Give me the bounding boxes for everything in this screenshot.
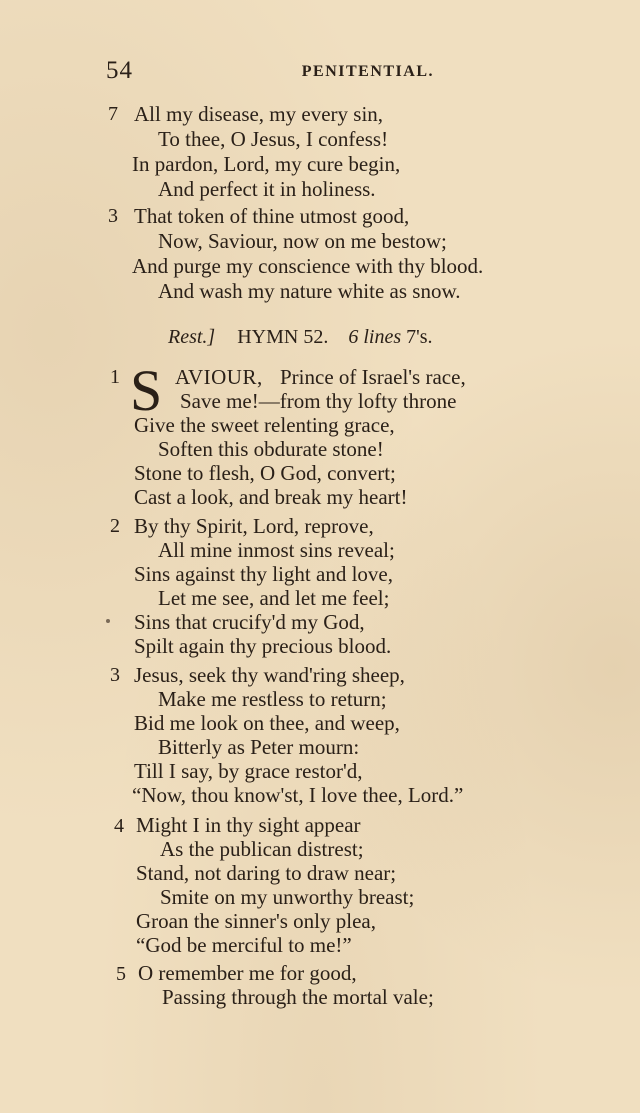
verse-line: All my disease, my every sin,: [134, 102, 384, 126]
verse-line: Give the sweet relenting grace,: [134, 413, 395, 437]
verse-line: Spilt again thy precious blood.: [134, 634, 392, 658]
verse-line: Might I in thy sight appear: [136, 813, 361, 837]
verse-line: Save me!—from thy lofty throne: [180, 389, 457, 413]
verse-line: Stand, not daring to draw near;: [136, 861, 397, 885]
verse-line: Passing through the mortal vale;: [162, 985, 434, 1009]
tune-name: Rest.]: [168, 326, 216, 348]
verse-line: Sins that crucify'd my God,: [134, 610, 365, 634]
verse-line: Cast a look, and break my heart!: [134, 485, 408, 509]
drop-cap: S: [130, 358, 163, 423]
verse-line: Let me see, and let me feel;: [158, 586, 390, 610]
verse-line: O remember me for good,: [138, 961, 357, 985]
verse-line: And wash my nature white as snow.: [158, 279, 461, 303]
verse-line: Jesus, seek thy wand'ring sheep,: [134, 663, 405, 687]
hymn-title: [168, 326, 433, 349]
verse-line: Stone to flesh, O God, convert;: [134, 461, 396, 485]
verse-number: 4: [114, 815, 124, 837]
page-header: [106, 57, 434, 89]
verse-line: To thee, O Jesus, I confess!: [158, 127, 389, 151]
verse-line: As the publican distrest;: [160, 837, 364, 861]
verse-line: All mine inmost sins reveal;: [158, 538, 395, 562]
verse-line: Soften this obdurate stone!: [158, 437, 384, 461]
meter-lines: 6 lines: [348, 326, 402, 348]
verse-line: Now, Saviour, now on me bestow;: [158, 229, 447, 253]
verse-line: By thy Spirit, Lord, reprove,: [134, 514, 374, 538]
verse-line: Bid me look on thee, and weep,: [134, 711, 400, 735]
hymn-number: HYMN 52.: [237, 326, 329, 348]
verse-line: In pardon, Lord, my cure begin,: [132, 152, 401, 176]
verse-number: 2: [110, 515, 120, 537]
verse-line: Sins against thy light and love,: [134, 562, 393, 586]
verse-line: And purge my conscience with thy blood.: [132, 254, 484, 278]
verse-line: And perfect it in holiness.: [158, 177, 376, 201]
verse-line: “Now, thou know'st, I love thee, Lord.”: [132, 783, 464, 807]
verse-line: Make me restless to return;: [158, 687, 387, 711]
verse-line: Till I say, by grace restor'd,: [134, 759, 363, 783]
verse-line: Groan the sinner's only plea,: [136, 909, 376, 933]
ink-speck: [106, 619, 110, 623]
verse-line: That token of thine utmost good,: [134, 204, 410, 228]
verse-line: “God be merciful to me!”: [136, 933, 352, 957]
verse-line: Smite on my unworthy breast;: [160, 885, 415, 909]
verse-line: Bitterly as Peter mourn:: [158, 735, 360, 759]
verse-line: Prince of Israel's race,: [280, 365, 466, 389]
verse-number: 1: [110, 366, 120, 388]
page-number: 54: [106, 57, 133, 84]
verse-number: 7: [108, 103, 118, 125]
running-head: PENITENTIAL.: [301, 63, 434, 80]
first-word: AVIOUR,: [175, 365, 263, 389]
verse-number: 3: [110, 664, 120, 686]
verse-number: 3: [108, 205, 118, 227]
meter-measure: 7's.: [406, 326, 433, 348]
verse-number: 5: [116, 963, 126, 985]
